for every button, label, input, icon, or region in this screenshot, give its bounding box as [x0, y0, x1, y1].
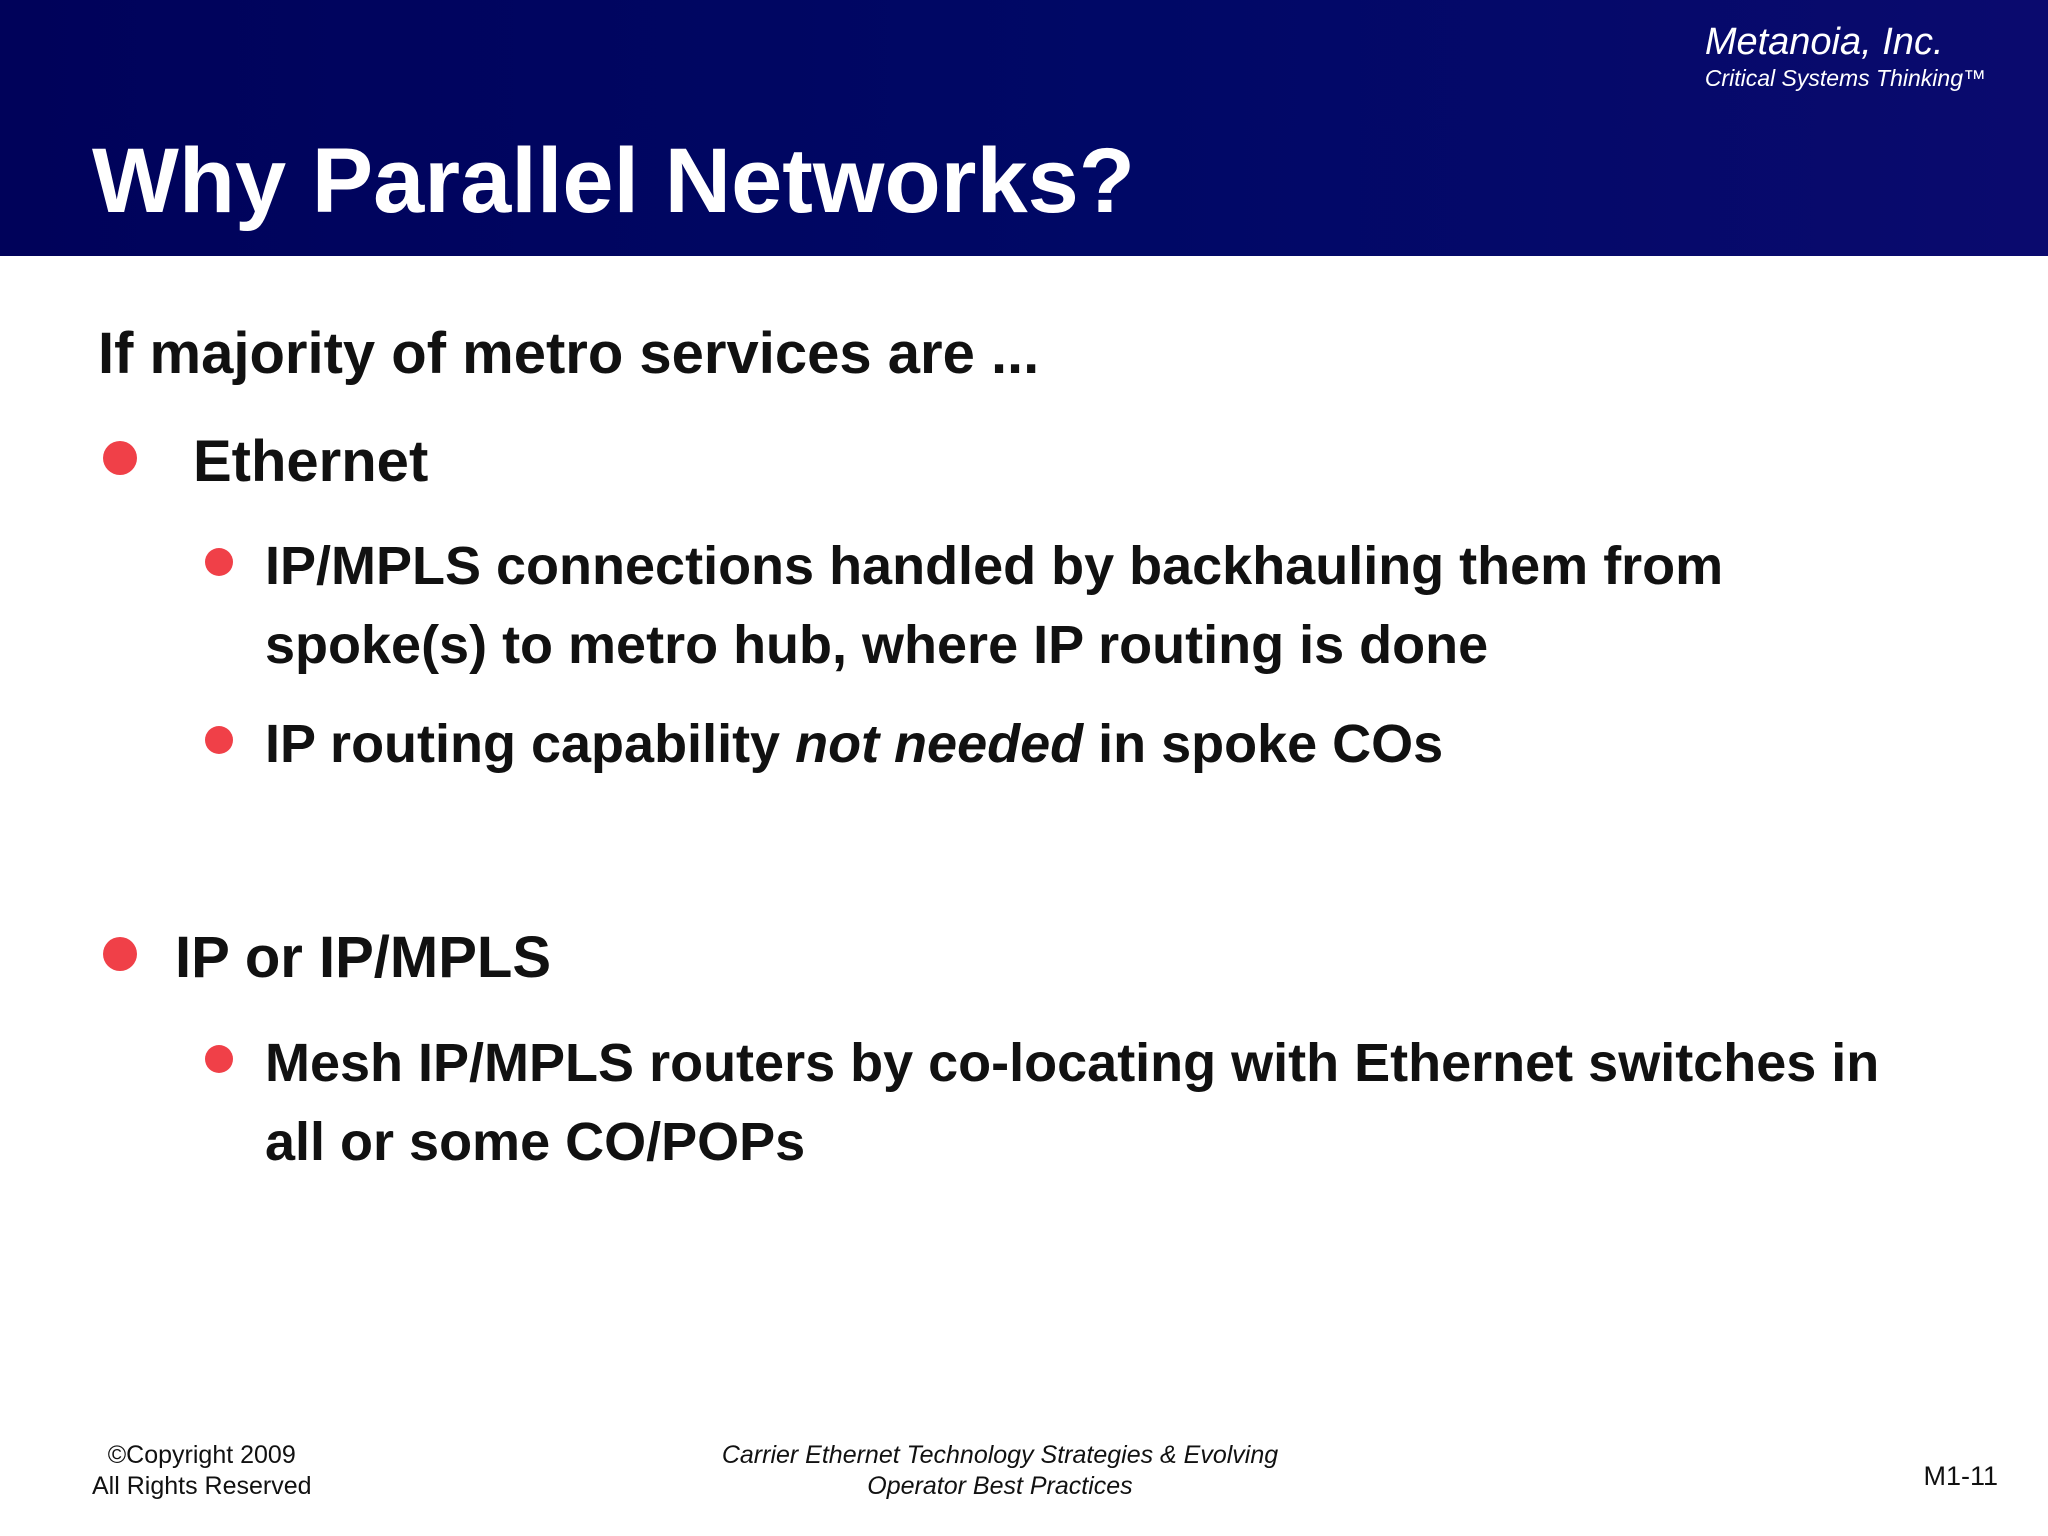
course-title-line: Operator Best Practices [867, 1472, 1133, 1500]
bullet-text-part: IP routing capability [265, 714, 796, 774]
intro-heading: If majority of metro services are ... [98, 321, 1040, 386]
company-name: Metanoia, Inc. [1704, 21, 1944, 63]
course-title [700, 1440, 1300, 1502]
bullet-text [265, 527, 1723, 685]
bullet-text-part: in spoke COs [1083, 714, 1444, 774]
sub-bullet-icon [205, 726, 233, 754]
bullet-text [265, 705, 1443, 784]
bullet-icon [103, 937, 137, 971]
course-title-line: Carrier Ethernet Technology Strategies & Evolving [721, 1441, 1279, 1469]
bullet-icon [103, 441, 137, 475]
section-label-ethernet: Ethernet [193, 429, 429, 494]
company-branding [1705, 20, 1986, 92]
slide-number: M1-11 [1923, 1461, 1998, 1491]
sub-bullet-icon [205, 1045, 233, 1073]
section-label-ip-mpls: IP or IP/MPLS [175, 925, 552, 990]
bullet-text-line: spoke(s) to metro hub, where IP routing is done [265, 615, 1489, 675]
slide-title: Why Parallel Networks? [92, 130, 1135, 232]
copyright-notice [92, 1440, 312, 1502]
company-tagline: Critical Systems Thinking™ [1704, 65, 1986, 91]
bullet-text-line: all or some CO/POPs [265, 1112, 806, 1172]
bullet-text-line: IP/MPLS connections handled by backhauling them from [265, 536, 1724, 596]
sub-bullet-icon [205, 548, 233, 576]
emphasis-text: not needed [795, 714, 1084, 774]
rights-line: All Rights Reserved [92, 1472, 312, 1500]
copyright-line: ©Copyright 2009 [107, 1441, 296, 1469]
bullet-text [265, 1024, 1879, 1182]
bullet-text-line: Mesh IP/MPLS routers by co-locating with Ethernet switches in [265, 1033, 1880, 1093]
slide-header [0, 0, 2048, 256]
